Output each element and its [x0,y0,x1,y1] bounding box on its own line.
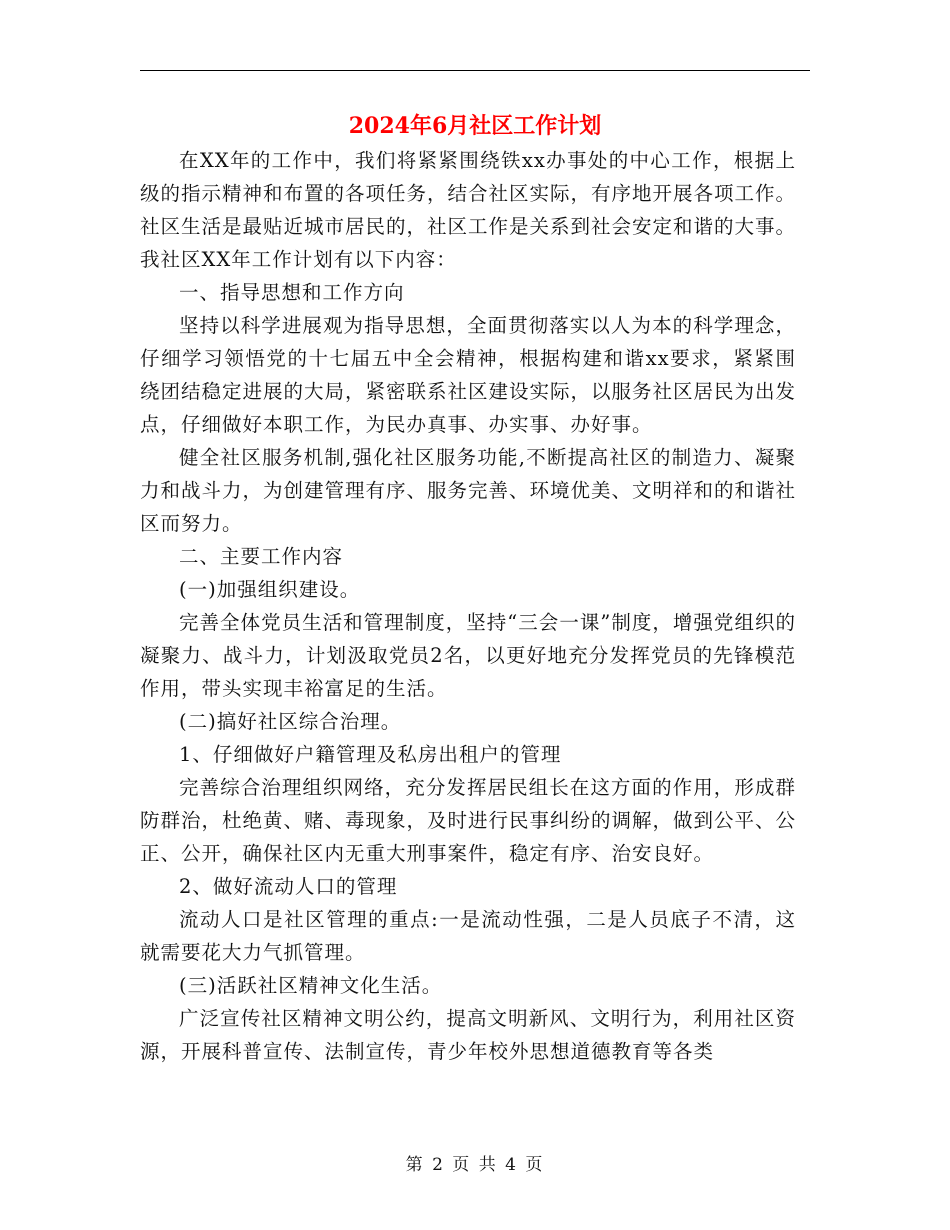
paragraph-cultural-life: 广泛宣传社区精神文明公约，提高文明新风、文明行为，利用社区资源，开展科普宣传、法制宣传，青少年校外思想道德教育等各类 [140,1007,796,1063]
paragraph-organization: 完善全体党员生活和管理制度，坚持“三会一课”制度，增强党组织的凝聚力、战斗力，计划汲取党员2名，以更好地充分发挥党员的先锋模范作用，带头实现丰裕富足的生活。 [140,611,796,700]
document-body [140,144,796,1068]
paragraph-intro: 在XX年的工作中，我们将紧紧围绕铁xx办事处的中心工作，根据上级的指示精神和布置的各项任务，结合社区实际，有序地开展各项工作。社区生活是最贴近城市居民的，社区工作是关系到社会安定和谐的大事。我社区XX年工作计划有以下内容： [140,149,797,271]
document-title: 2024年6月社区工作计划 [348,113,602,139]
paragraph-guiding-ideology: 坚持以科学进展观为指导思想，全面贯彻落实以人为本的科学理念，仔细学习领悟党的十七届五中全会精神，根据构建和谐xx要求，紧紧围绕团结稳定进展的大局，紧密联系社区建设实际，以服务社区居民为出发点，仔细做好本职工作，为民办真事、办实事、办好事。 [140,314,797,436]
paragraph-governance-network: 完善综合治理组织网络，充分发挥居民组长在这方面的作用，形成群防群治，杜绝黄、赌、毒现象，及时进行民事纠纷的调解，做到公平、公正、公开，确保社区内无重大刑事案件，稳定有序、治安良好。 [140,776,797,865]
item-floating-population: 2、做好流动人口的管理 [179,875,398,898]
subheading-governance: (二)搞好社区综合治理。 [179,710,402,733]
section-heading-guiding-ideology: 一、指导思想和工作方向 [179,281,405,304]
section-heading-main-work: 二、主要工作内容 [179,545,344,568]
page-footer [0,1152,950,1178]
paragraph-floating-population: 流动人口是社区管理的重点:一是流动性强，二是人员底子不清，这就需要花大力气抓管理。 [140,908,796,964]
item-household-registration: 1、仔细做好户籍管理及私房出租户的管理 [179,743,562,766]
subheading-organization: (一)加强组织建设。 [179,578,361,601]
subheading-cultural-life: (三)活跃社区精神文化生活。 [179,974,443,997]
header-rule [140,70,810,71]
paragraph-service-mechanism: 健全社区服务机制,强化社区服务功能,不断提高社区的制造力、凝聚力和战斗力，为创建管理有序、服务完善、环境优美、文明祥和的和谐社区而努力。 [140,446,797,535]
page-number-label: 第 2 页 共 4 页 [405,1155,545,1175]
